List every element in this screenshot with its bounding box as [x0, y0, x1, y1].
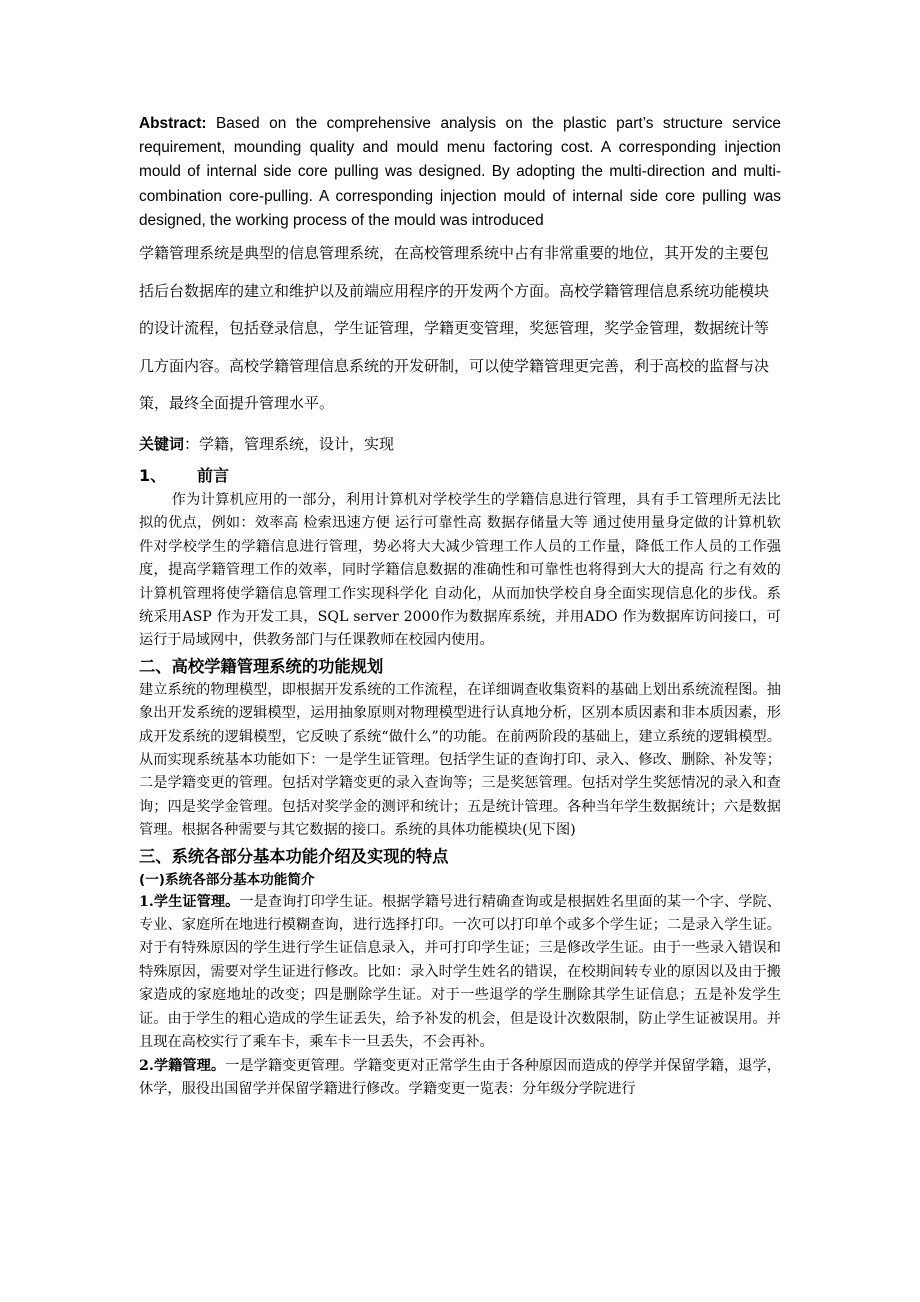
abstract-text: Based on the comprehensive analysis on the plastic part’s structure service requirement, mounding quality and mould menu factoring cost. A corresponding injection mould of internal side core pulling was designed. By adopting the multi-direction and multi-combination core-pulling. A corresponding injection mould of internal side core pulling was designed, the working process of the mould was introduced [139, 115, 781, 229]
paragraph-1-body: 一是查询打印学生证。根据学籍号进行精确查询或是根据姓名里面的某一个字、学院、专业、家庭所在地进行模糊查询，进行选择打印。一次可以打印单个或多个学生证；二是录入学生证。对于有特殊原因的学生进行学生证信息录入，并可打印学生证；三是修改学生证。由于一些录入错误和特殊原因，需要对学生证进行修改。比如：录入时学生姓名的错误，在校期间转专业的原因以及由于搬家造成的家庭地址的改变；四是删除学生证。对于一些退学的学生删除其学生证信息；五是补发学生证。由于学生的粗心造成的学生证丢失，给予补发的机会，但是设计次数限制，防止学生证被误用。并且现在高校实行了乘车卡，乘车卡一旦丢失，不会再补。 [139, 893, 781, 1051]
chinese-abstract: 学籍管理系统是典型的信息管理系统，在高校管理系统中占有非常重要的地位，其开发的主要包括后台数据库的建立和维护以及前端应用程序的开发两个方面。高校学籍管理信息系统功能模块的设计流程，包括登录信息，学生证管理，学籍更变管理，奖惩管理，奖学金管理，数据统计等几方面内容。高校学籍管理信息系统的开发研制，可以使学籍管理更完善，利于高校的监督与决策，最终全面提升管理水平。 [139, 244, 770, 413]
section1-title: 前言 [197, 465, 230, 485]
section1-heading [139, 465, 781, 487]
section2-body: 建立系统的物理模型，即根据开发系统的工作流程，在详细调查收集资料的基础上划出系统流程图。抽象出开发系统的逻辑模型，运用抽象原则对物理模型进行认真地分析，区别本质因素和非本质因素，形成开发系统的逻辑模型，它反映了系统“做什么”的功能。在前两阶段的基础上，建立系统的逻辑模型。从而实现系统基本功能如下：一是学生证管理。包括学生证的查询打印、录入、修改、删除、补发等；二是学籍变更的管理。包括对学籍变更的录入查询等；三是奖惩管理。包括对学生奖惩情况的录入和查询；四是奖学金管理。包括对奖学金的测评和统计；五是统计管理。各种当年学生数据统计；六是数据管理。根据各种需要与其它数据的接口。系统的具体功能模块(见下图) [139, 681, 781, 839]
section3-paragraph-2 [139, 1055, 781, 1102]
section3-heading: 三、系统各部分基本功能介绍及实现的特点 [139, 846, 449, 866]
section1-number: 1、 [139, 465, 167, 485]
keywords-label: 关键词 [139, 434, 185, 453]
document-page [139, 112, 781, 1101]
keywords-line [139, 433, 781, 455]
abstract-paragraph [139, 112, 781, 233]
section2-heading: 二、高校学籍管理系统的功能规划 [139, 656, 384, 676]
paragraph-2-body: 一是学籍变更管理。学籍变更对正常学生由于各种原因而造成的停学并保留学籍，退学，休学，服役出国留学并保留学籍进行修改。学籍变更一览表：分年级分学院进行 [139, 1057, 781, 1097]
keywords-text: ：学籍，管理系统，设计，实现 [184, 434, 395, 453]
section3-subheading: (一)系统各部分基本功能简介 [139, 871, 315, 888]
paragraph-2-lead: 2.学籍管理。 [139, 1057, 226, 1074]
abstract-label: Abstract: [139, 115, 207, 132]
section1-body: 作为计算机应用的一部分，利用计算机对学校学生的学籍信息进行管理，具有手工管理所无法比拟的优点，例如：效率高 检索迅速方便 运行可靠性高 数据存储量大等 通过使用量身定做的计算机软件对学校学生的学籍信息进行管理，势必将大大减少管理工作人员的工作量，降低工作人员的工作强度，提高学籍管理工作的效率，同时学籍信息数据的准确性和可靠性也将得到大大的提高 行之有效的计算机管理将使学籍信息管理工作实现科学化 自动化，从而加快学校自身全面实现信息化的步伐。系统采用ASP 作为开发工具，SQL server 2000作为数据库系统，并用ADO 作为数据库访问接口，可运行于局域网中，供教务部门与任课教师在校园内使用。 [139, 491, 781, 649]
paragraph-1-lead: 1.学生证管理。 [139, 893, 240, 910]
section3-paragraph-1 [139, 891, 781, 1055]
